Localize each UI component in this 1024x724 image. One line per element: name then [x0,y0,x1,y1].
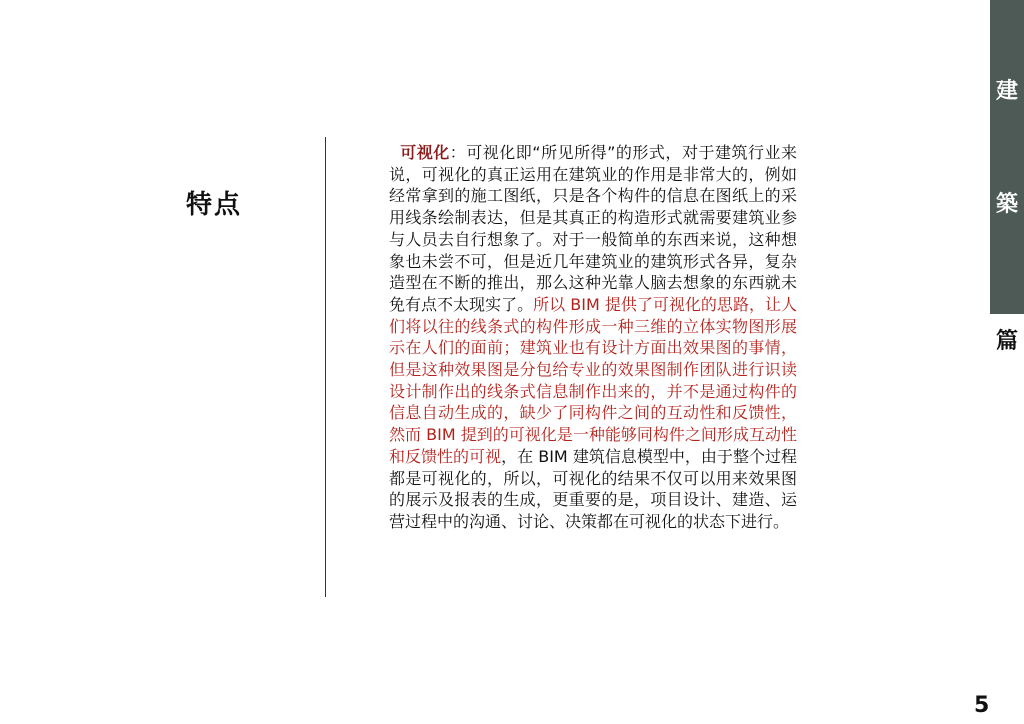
sidebar-char-jian: 建 [995,79,1018,104]
vertical-divider [325,137,326,597]
page-number: 5 [974,693,990,718]
sidebar-bar [990,0,1024,314]
keyword-label: 可视化 [400,143,450,162]
section-heading: 特点 [186,190,243,220]
paragraph-lead-space [389,143,400,162]
body-paragraph [389,142,797,533]
paragraph-part-1: ：可视化即“所见所得”的形式，对于建筑行业来说，可视化的真正运用在建筑业的作用是非常大的，例如经常拿到的施工图纸，只是各个构件的信息在图纸上的采用线条绘制表达，但是其真正的构造形式就需要建筑业参与人员去自行想象了。对于一般简单的东西来说，这种想象也未尝不可，但是近几年建筑业的建筑形式各异，复杂造型在不断的推出，那么这种光靠人脑去想象的东西就未免有点不太现实了。 [389,143,797,314]
sidebar-char-pian: 篇 [995,329,1018,354]
sidebar-char-zhu: 築 [995,192,1018,217]
paragraph-part-2: ，在 BIM 建筑信息模型中，由于整个过程都是可视化的，所以，可视化的结果不仅可以用来效果图的展示及报表的生成，更重要的是，项目设计、建造、运营过程中的沟通、讨论、决策都在可视化的状态下进行。 [389,446,797,531]
paragraph-highlight: 所以 BIM 提供了可视化的思路，让人们将以往的线条式的构件形成一种三维的立体实物图形展示在人们的面前；建筑业也有设计方面出效果图的事情，但是这种效果图是分包给专业的效果图制作团队进行识读设计制作出的线条式信息制作出来的，并不是通过构件的信息自动生成的，缺少了同构件之间的互动性和反馈性，然而 BIM 提到的可视化是一种能够同构件之间形成互动性和反馈性的可视 [389,294,797,466]
